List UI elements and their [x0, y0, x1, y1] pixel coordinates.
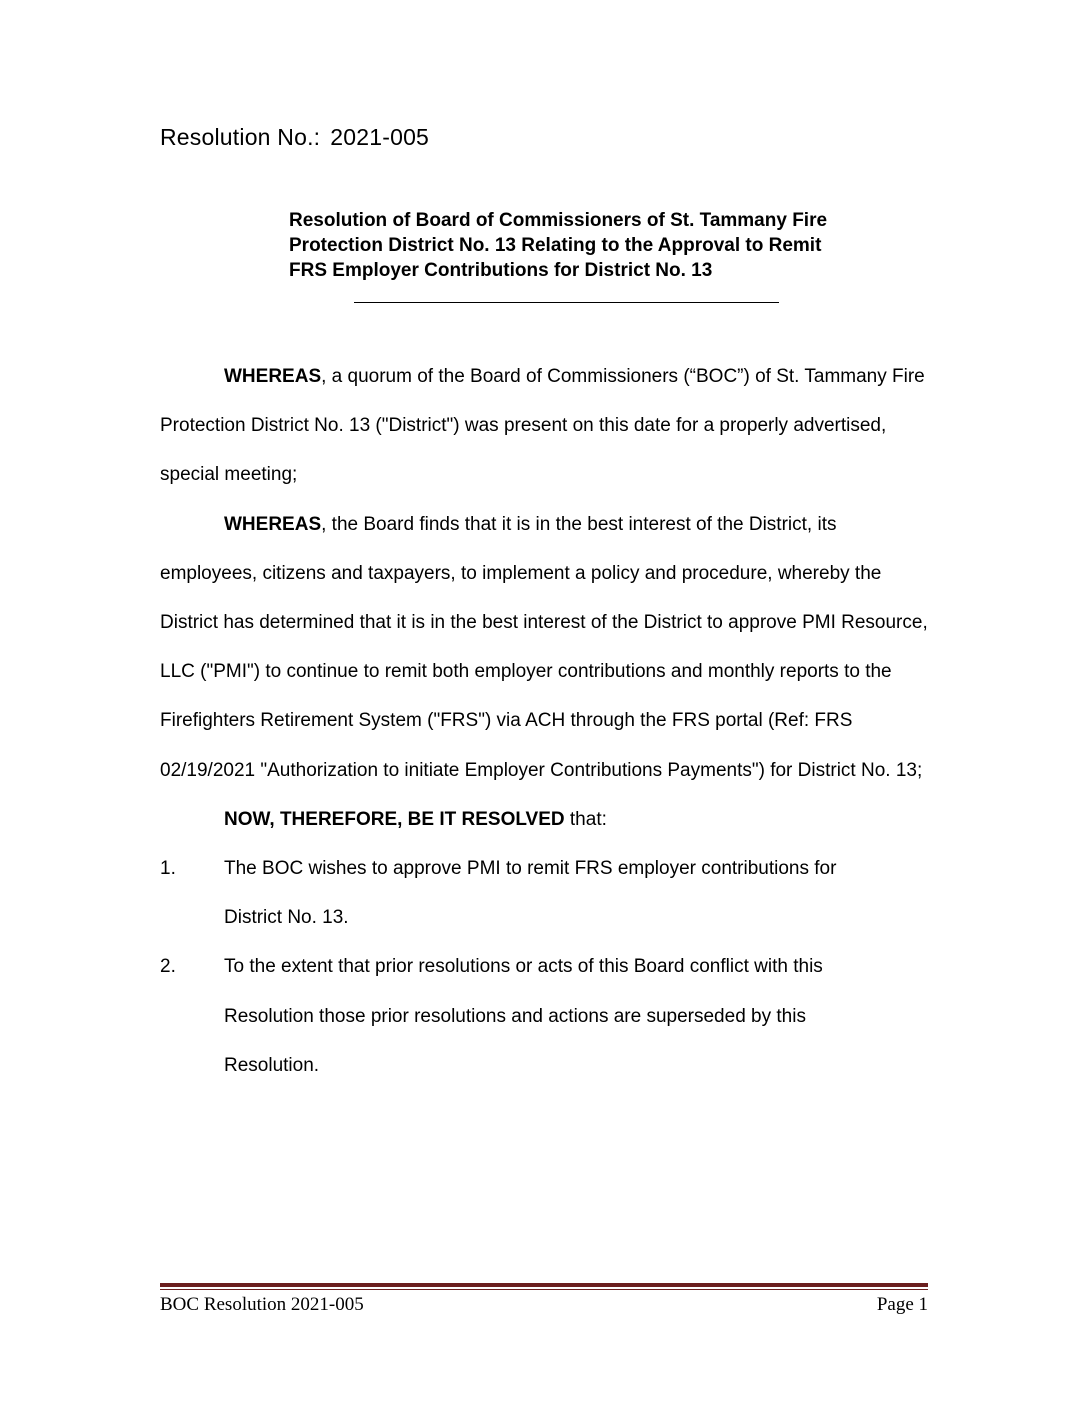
resolution-title-line: FRS Employer Contributions for District No. 13 — [289, 260, 713, 281]
list-item-text: The BOC wishes to approve PMI to remit FRS employer contributions for District No. 13. — [224, 858, 837, 929]
resolution-number-label: Resolution No.: — [160, 124, 321, 150]
whereas-text: , the Board finds that it is in the best interest of the District, its employees, citizens and taxpayers, to implement a policy and procedure, whereby the District has determined that it is in the best interest of the District to approve PMI Resource, LLC ("PMI") to continue to remit both employer contributions and monthly reports to the Firefighters Retirement System ("FRS") via ACH through the FRS portal (Ref: FRS 02/19/2021 "Authorization to initiate Employer Contributions Payments") for District No. 13; — [160, 513, 928, 781]
whereas-lead: WHEREAS — [224, 366, 322, 387]
resolution-title-line: Resolution of Board of Commissioners of St. Tammany Fire — [289, 210, 828, 231]
resolved-lead: NOW, THEREFORE, BE IT RESOLVED — [224, 808, 565, 830]
whereas-paragraph-2 — [160, 500, 930, 795]
footer-document-label: BOC Resolution 2021-005 — [160, 1294, 364, 1315]
list-item-text: To the extent that prior resolutions or acts of this Board conflict with this Resolution those prior resolutions and actions are superseded by this Resolution. — [224, 956, 823, 1076]
resolution-title-line: Protection District No. 13 Relating to the Approval to Remit — [289, 235, 822, 256]
footer-page-number: Page 1 — [876, 1294, 928, 1315]
resolution-number-heading — [160, 124, 429, 151]
resolution-title — [289, 208, 909, 283]
whereas-text: , a quorum of the Board of Commissioners (“BOC”) of St. Tammany Fire Protection District No. 13 ("District") was present on this date for a properly advertised, special meeting; — [160, 366, 925, 486]
whereas-lead: WHEREAS — [224, 513, 322, 535]
title-underline-rule — [354, 302, 779, 303]
resolved-text: that: — [564, 808, 607, 830]
footer-rule-thin — [160, 1289, 928, 1290]
list-item — [160, 942, 930, 1090]
resolved-paragraph — [160, 795, 930, 844]
resolution-body — [160, 352, 930, 1090]
resolution-number-value: 2021-005 — [330, 124, 430, 150]
list-item-number: 2. — [160, 956, 176, 978]
whereas-paragraph-1 — [160, 352, 930, 500]
list-item-number: 1. — [160, 858, 176, 880]
list-item — [160, 844, 930, 942]
footer-rule — [160, 1283, 928, 1287]
